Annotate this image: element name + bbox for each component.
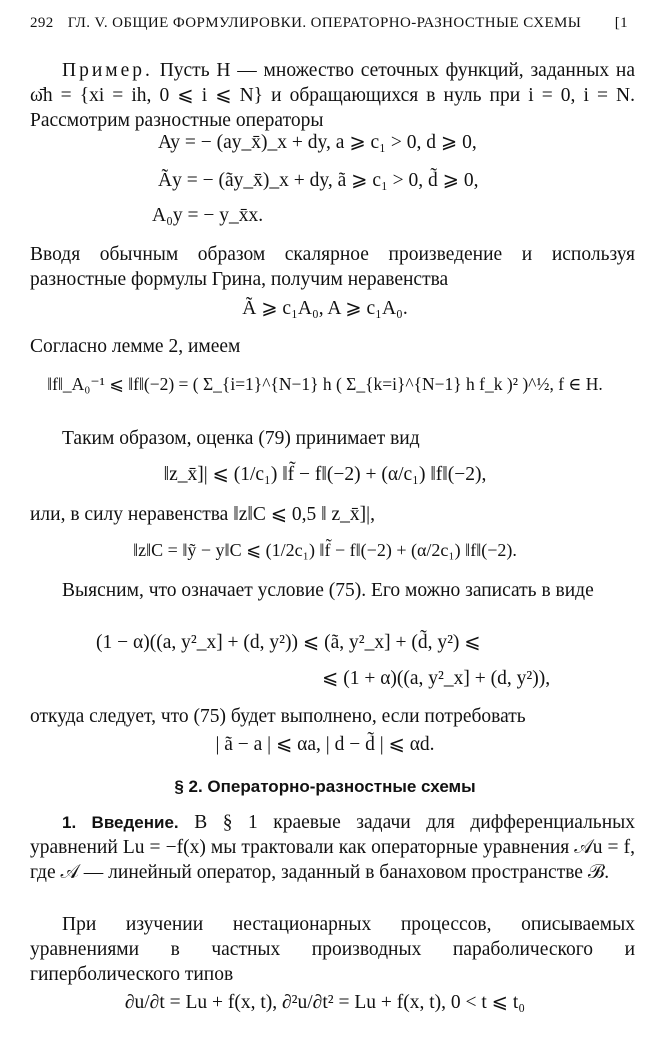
equation-operator-a-tilde: Ãy = − (ãy_x̄)_x + dy, ã ⩾ c₁ > 0, d̃ ⩾ 0, — [158, 170, 479, 191]
equation-final: ∂u/∂t = Lu + f(x, t), ∂²u/∂t² = Lu + f(x, t), 0 < t ⩽ t₀ — [124, 992, 526, 1013]
chapter-mark: [1 — [614, 15, 628, 31]
equation-estimate: ‖z_x̄]| ⩽ (1/c₁) ‖f̃ − f‖(−2) + (α/c₁) ‖f‖(−2), — [163, 464, 487, 485]
example-paragraph — [30, 58, 635, 133]
equation-operator-a0: A₀y = − y_x̄x. — [152, 205, 264, 226]
intro-text: В § 1 краевые задачи для дифференциальных уравнений Lu = −f(x) мы трактовали как операторные уравнения 𝒜u = f, где 𝒜 — линейный оператор, заданный в банаховом пространстве ℬ. — [30, 812, 635, 883]
paragraph-nonstationary: При изучении нестационарных процессов, описываемых уравнениями в частных производных параболического и гиперболического типов — [30, 914, 635, 985]
paragraph-lemma: Согласно лемме 2, имеем — [30, 336, 241, 357]
paragraph-inequality-c: или, в силу неравенства ‖z‖C ⩽ 0,5 ‖ z_x̄]|, — [30, 504, 375, 525]
paragraph-introduction — [30, 810, 635, 885]
equation-condition-line1: (1 − α)((a, y²_x] + (d, y²)) ⩽ (ã, y²_x] + (d̃, y²) ⩽ — [96, 632, 481, 653]
paragraph-condition: Выясним, что означает условие (75). Его можно записать в виде — [62, 580, 594, 601]
equation-c-norm: ‖z‖C = ‖ỹ − y‖C ⩽ (1/2c₁) ‖f̃ − f‖(−2) + (α/2c₁) ‖f‖(−2). — [133, 540, 517, 560]
equation-requirement: | ã − a | ⩽ αa, | d − d̃ | ⩽ αd. — [215, 734, 435, 755]
equation-norm-lemma: ‖f‖_A₀⁻¹ ⩽ ‖f‖(−2) = ( Σ_{i=1}^{N−1} h ( Σ_{k=i}^{N−1} h f_k )² )^½, f ∈ H. — [47, 374, 603, 394]
paragraph-green-formulas: Вводя обычным образом скалярное произведение и используя разностные формулы Грина, получим неравенства — [30, 244, 635, 290]
page-number: 292 — [30, 15, 54, 31]
paragraph-estimate: Таким образом, оценка (79) принимает вид — [62, 428, 420, 449]
example-lead: Пример. — [62, 60, 153, 81]
intro-label: 1. Введение. — [62, 813, 179, 832]
running-header — [30, 11, 628, 36]
equation-condition-line2: ⩽ (1 + α)((a, y²_x] + (d, y²)), — [322, 668, 551, 689]
example-text: Пусть H — множество сеточных функций, заданных на ω̄h = {xi = ih, 0 ⩽ i ⩽ N} и обращающихся в нуль при i = 0, i = N. Рассмотрим разностные операторы — [30, 60, 635, 131]
running-title: ГЛ. V. ОБЩИЕ ФОРМУЛИРОВКИ. ОПЕРАТОРНО-РАЗНОСТНЫЕ СХЕМЫ — [67, 15, 582, 31]
equation-operator-a: Ay = − (ay_x̄)_x + dy, a ⩾ c₁ > 0, d ⩾ 0, — [158, 132, 477, 153]
paragraph-follows: откуда следует, что (75) будет выполнено, если потребовать — [30, 706, 526, 727]
section-heading: § 2. Операторно-разностные схемы — [174, 777, 476, 796]
equation-inequalities: Ã ⩾ c₁A₀, A ⩾ c₁A₀. — [242, 298, 408, 319]
